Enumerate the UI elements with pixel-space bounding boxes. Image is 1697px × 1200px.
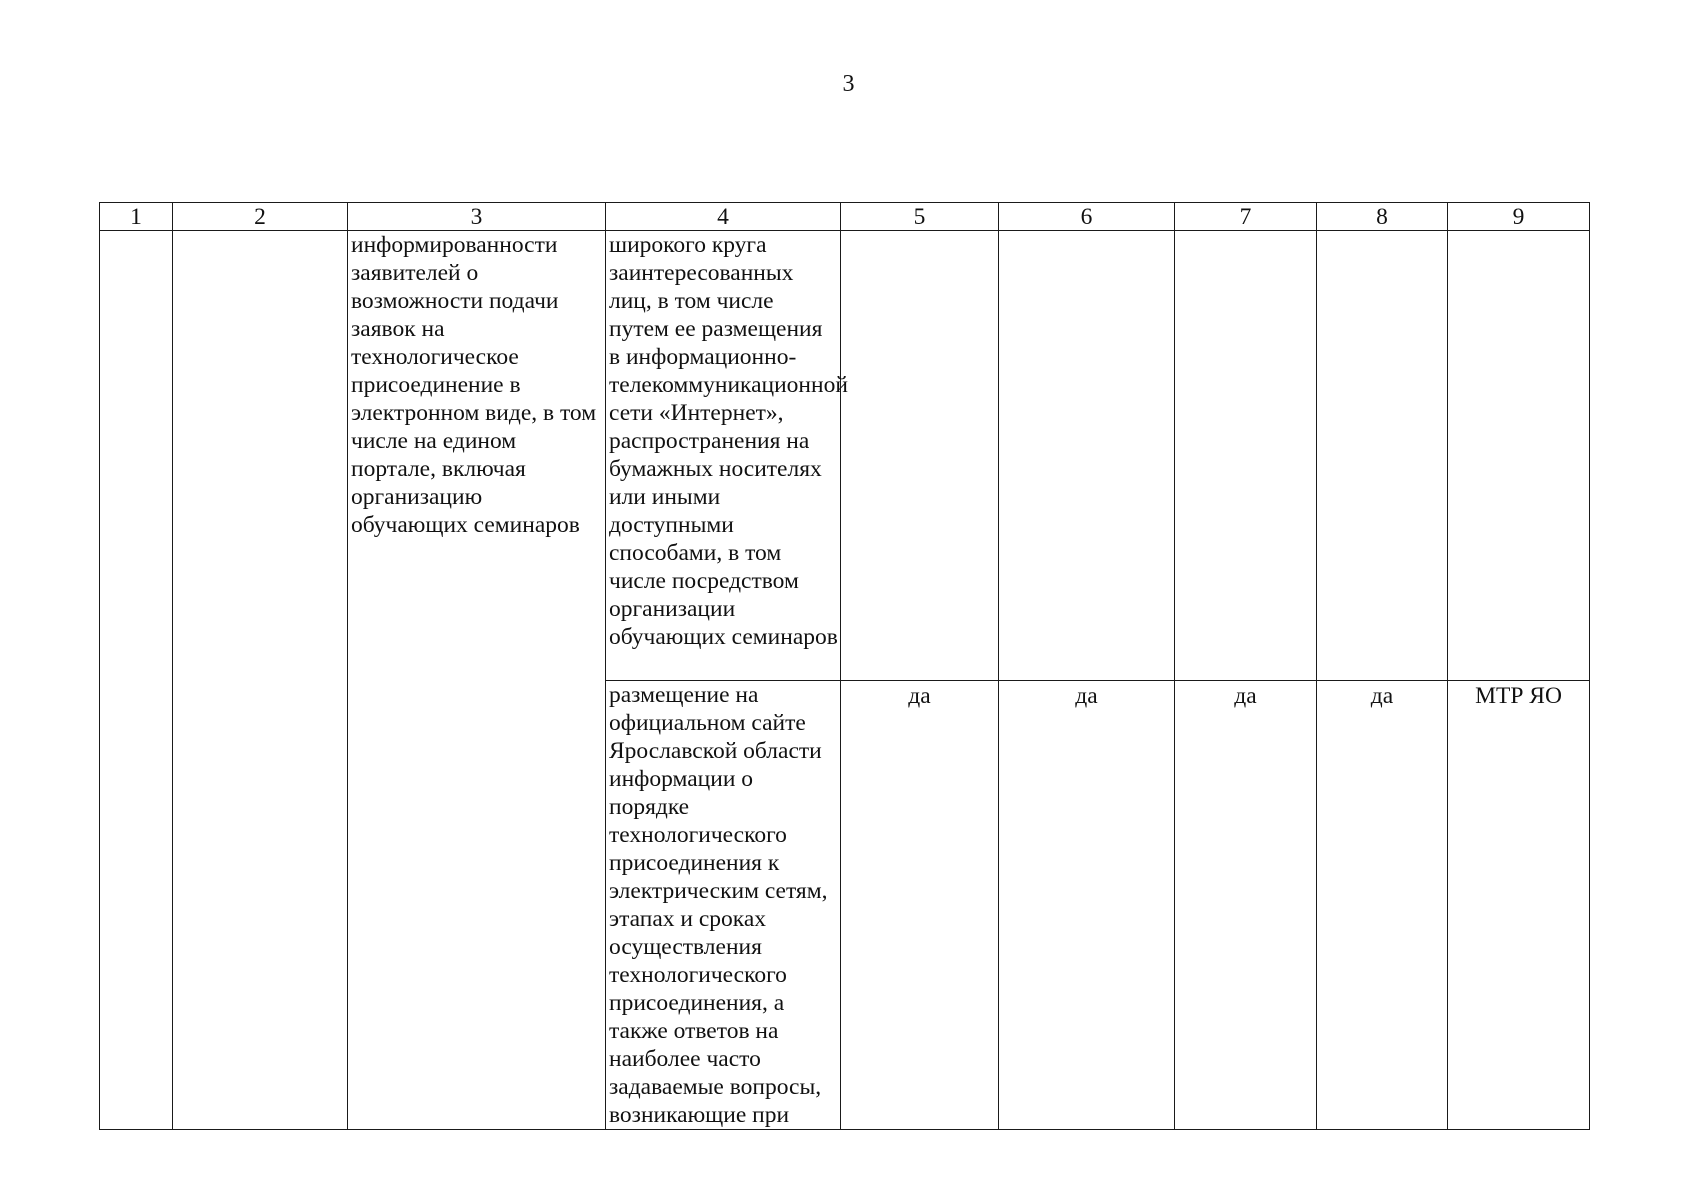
- column-number-2: 2: [173, 203, 348, 231]
- column-number-8: 8: [1317, 203, 1448, 231]
- responsible-cell: [1448, 681, 1590, 1130]
- status-cell: [1175, 681, 1317, 1130]
- page-number: 3: [842, 71, 855, 97]
- status-value: да: [1075, 683, 1098, 709]
- column-number-row: [100, 203, 1590, 231]
- column-number-7: 7: [1175, 203, 1317, 231]
- column-number-5: 5: [841, 203, 999, 231]
- column-number-9: 9: [1448, 203, 1590, 231]
- column-number-4: 4: [606, 203, 841, 231]
- empty-cell: [1448, 231, 1590, 681]
- status-value: да: [1234, 683, 1257, 709]
- task-cell: [348, 231, 606, 1130]
- empty-cell: [999, 231, 1175, 681]
- activity-cell: [606, 681, 841, 1130]
- empty-cell: [1175, 231, 1317, 681]
- activity-text: широкого круга заинтересованных лиц, в том числе путем ее размещения в информационно-телекоммуникационной сети «Интернет», распространения на бумажных носителях или иными доступными способами, в том числе посредством организации обучающих семинаров: [609, 232, 848, 650]
- activity-cell: [606, 231, 848, 681]
- status-cell: [1317, 681, 1448, 1130]
- status-cell: [841, 681, 999, 1130]
- empty-cell: [841, 231, 999, 681]
- empty-cell: [1317, 231, 1448, 681]
- measures-table: [99, 202, 1590, 1130]
- status-value: да: [908, 683, 931, 709]
- activity-text: размещение на официальном сайте Ярославской области информации о порядке технологического присоединения к электрическим сетям, этапах и сроках осуществления технологического присоединения, а также ответов на наиболее часто задаваемые вопросы, возникающие при: [609, 682, 828, 1128]
- column-number-6: 6: [999, 203, 1175, 231]
- task-text: информированности заявителей о возможности подачи заявок на технологическое присоединение в электронном виде, в том числе на едином портале, включая организацию обучающих семинаров: [351, 232, 597, 538]
- measure-cell: [173, 231, 348, 1130]
- responsible-value: МТР ЯО: [1475, 683, 1562, 709]
- column-number-1: 1: [100, 203, 173, 231]
- column-number-3: 3: [348, 203, 606, 231]
- row-number-cell: [100, 231, 173, 1130]
- table-row: [100, 231, 1590, 681]
- status-cell: [999, 681, 1175, 1130]
- status-value: да: [1370, 683, 1394, 709]
